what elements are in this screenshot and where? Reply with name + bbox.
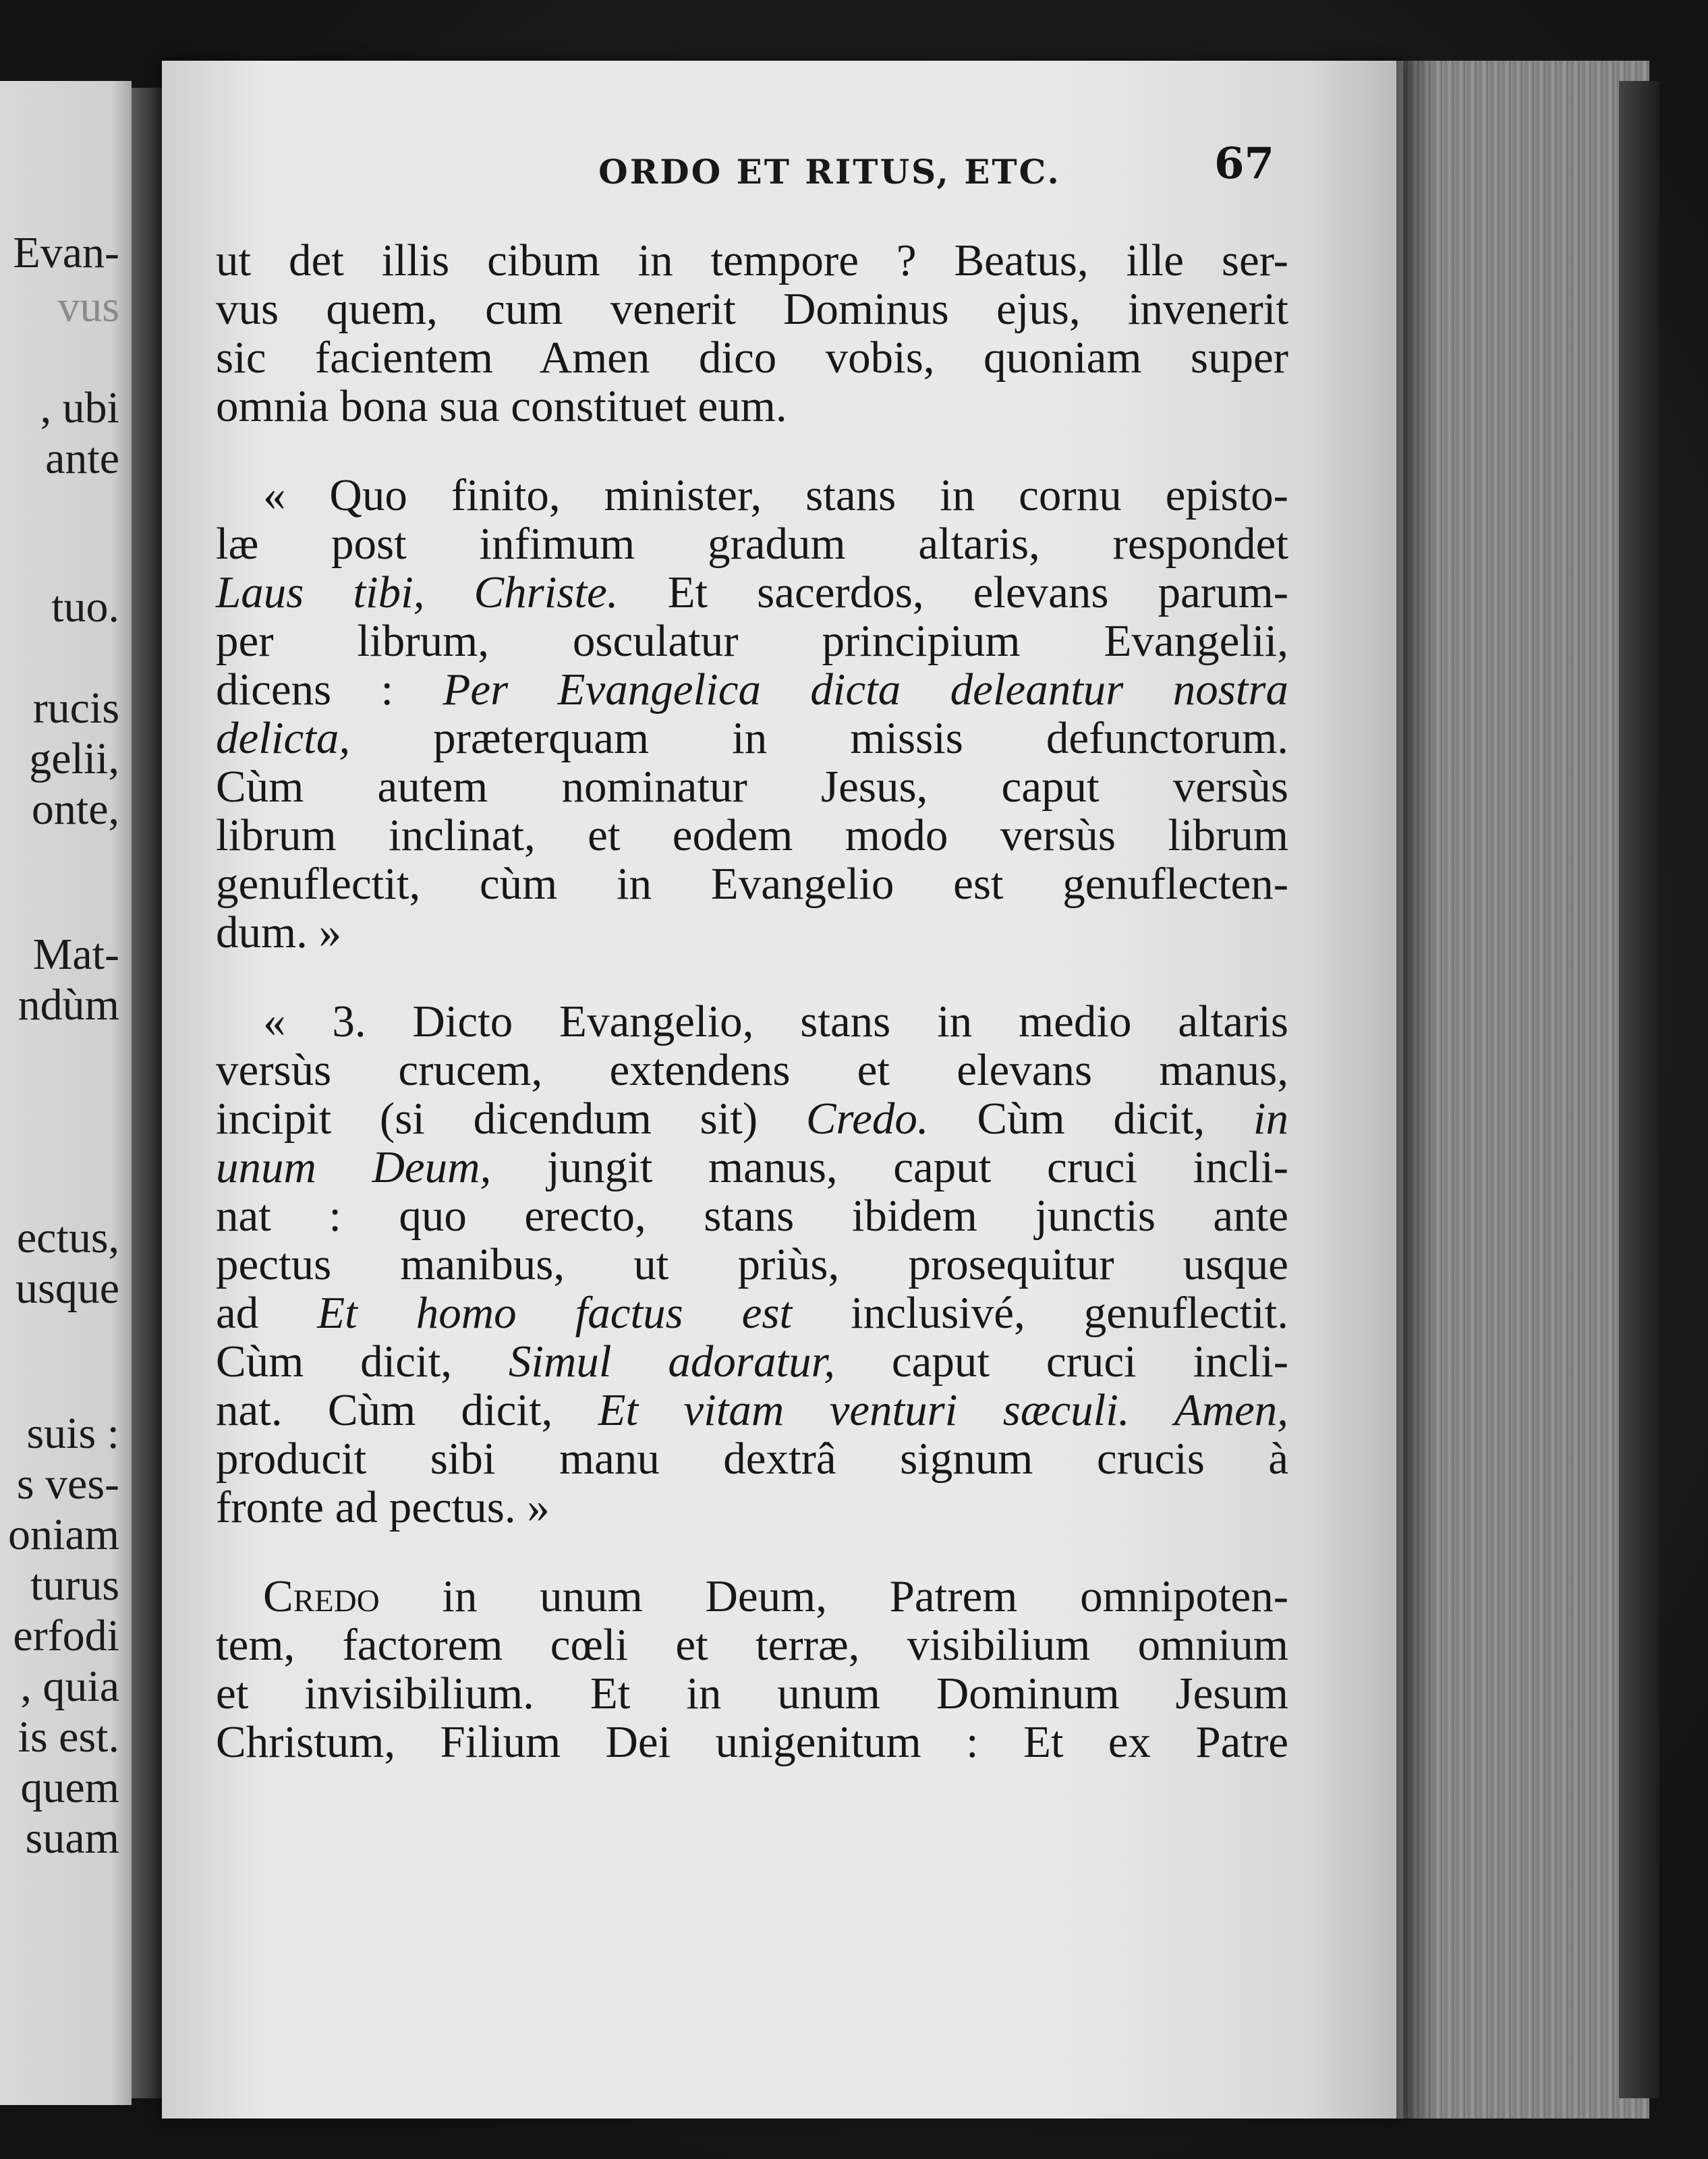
text-line: læ post infimum gradum altaris, respondet bbox=[216, 519, 1288, 569]
left-fragment: oniam bbox=[8, 1510, 119, 1559]
text-line: omnia bona sua constituet eum. bbox=[216, 381, 787, 431]
left-fragment: erfodi bbox=[13, 1611, 119, 1660]
left-fragment: vus bbox=[57, 282, 119, 331]
text-line: sic facientem Amen dico vobis, quoniam super bbox=[216, 333, 1288, 383]
text-line: Cùm autem nominatur Jesus, caput versùs bbox=[216, 762, 1288, 812]
text-line bbox=[216, 1572, 1288, 1621]
text-run: Cùm dicit, bbox=[928, 1094, 1253, 1144]
page-number: 67 bbox=[1214, 138, 1275, 189]
text-line: pectus manibus, ut priùs, prosequitur usque bbox=[216, 1239, 1288, 1289]
text-line: « Quo finito, minister, stans in cornu episto- bbox=[263, 470, 1288, 520]
italic-text: in bbox=[1253, 1094, 1288, 1144]
small-caps-text: Credo bbox=[263, 1571, 380, 1621]
left-fragment: ectus, bbox=[16, 1213, 119, 1262]
left-page bbox=[0, 81, 132, 2105]
running-head: ORDO ET RITUS, ETC. bbox=[598, 152, 1061, 192]
text-run: incipit (si dicendum sit) bbox=[216, 1094, 806, 1144]
left-fragment: onte, bbox=[31, 785, 119, 834]
text-run: Cùm dicit, bbox=[216, 1337, 509, 1386]
text-line bbox=[216, 1094, 1288, 1143]
book-cover-edge bbox=[1619, 81, 1659, 2098]
text-line bbox=[216, 1143, 1288, 1191]
text-run: jungit manus, caput cruci incli- bbox=[491, 1142, 1288, 1192]
text-line bbox=[216, 1386, 1288, 1434]
text-line: tem, factorem cœli et terræ, visibilium omnium bbox=[216, 1620, 1288, 1670]
text-run: dicens : bbox=[216, 665, 443, 714]
text-line: genuflectit, cùm in Evangelio est genuflecten- bbox=[216, 859, 1288, 909]
left-fragment: quem bbox=[20, 1763, 119, 1812]
left-fragment: s ves- bbox=[16, 1459, 119, 1509]
text-line: vus quem, cum venerit Dominus ejus, invenerit bbox=[216, 284, 1288, 334]
left-fragment: Mat- bbox=[32, 930, 119, 979]
text-run: præterquam in missis defunctorum. bbox=[350, 713, 1288, 763]
italic-text: delicta, bbox=[216, 713, 351, 763]
paragraph-gap bbox=[216, 1532, 1288, 1572]
text-run: nat. Cùm dicit, bbox=[216, 1385, 598, 1435]
text-line: Christum, Filium Dei unigenitum : Et ex Patre bbox=[216, 1717, 1288, 1767]
italic-text: unum Deum, bbox=[216, 1142, 492, 1192]
text-line bbox=[216, 1289, 1288, 1337]
text-run: ad bbox=[216, 1288, 318, 1338]
italic-text: Credo. bbox=[805, 1094, 929, 1144]
paragraph-4 bbox=[216, 1572, 1288, 1766]
left-fragment: , ubi bbox=[40, 383, 119, 432]
italic-text: Per Evangelica dicta deleantur nostra bbox=[443, 665, 1288, 714]
text-line: dum. » bbox=[216, 907, 342, 957]
left-fragment: ante bbox=[45, 434, 119, 483]
left-fragment: Evan- bbox=[13, 228, 119, 277]
text-line: librum inclinat, et eodem modo versùs librum bbox=[216, 810, 1288, 860]
left-fragment: tuo. bbox=[51, 582, 119, 632]
text-run: Et sacerdos, elevans parum- bbox=[618, 567, 1289, 617]
paragraph-2 bbox=[216, 471, 1288, 957]
text-line bbox=[216, 714, 1288, 762]
text-run: in unum Deum, Patrem omnipoten- bbox=[379, 1571, 1288, 1621]
italic-text: Laus tibi, Christe. bbox=[216, 567, 619, 617]
text-line: producit sibi manu dextrâ signum crucis à bbox=[216, 1434, 1288, 1484]
text-line: per librum, osculatur principium Evangelii, bbox=[216, 616, 1288, 666]
text-line: nat : quo erecto, stans ibidem junctis ante bbox=[216, 1191, 1288, 1241]
text-line: ut det illis cibum in tempore ? Beatus, ille ser- bbox=[216, 235, 1288, 285]
paragraph-3 bbox=[216, 997, 1288, 1532]
paragraph-gap bbox=[216, 957, 1288, 997]
text-line bbox=[216, 1337, 1288, 1386]
text-run: inclusivé, genuflectit. bbox=[792, 1288, 1288, 1338]
page-text bbox=[216, 236, 1288, 1766]
left-fragment: gelii, bbox=[29, 734, 119, 783]
paragraph-1 bbox=[216, 236, 1288, 430]
left-fragment: suam bbox=[25, 1814, 119, 1863]
left-fragment: usque bbox=[16, 1264, 119, 1313]
page-edge-shadow bbox=[1396, 61, 1437, 2119]
text-line: et invisibilium. Et in unum Dominum Jesum bbox=[216, 1669, 1288, 1718]
italic-text: Simul adoratur, bbox=[508, 1337, 835, 1386]
text-line: « 3. Dicto Evangelio, stans in medio altaris bbox=[263, 997, 1288, 1046]
italic-text: Et vitam venturi sæculi. Amen, bbox=[598, 1385, 1288, 1435]
left-fragment: suis : bbox=[26, 1409, 119, 1458]
italic-text: Et homo factus est bbox=[317, 1288, 793, 1338]
left-fragment: ndùm bbox=[18, 980, 119, 1030]
text-line bbox=[216, 568, 1288, 617]
text-line: versùs crucem, extendens et elevans manus, bbox=[216, 1045, 1288, 1095]
left-fragment: rucis bbox=[32, 683, 119, 733]
text-run: caput cruci incli- bbox=[834, 1337, 1289, 1386]
text-line bbox=[216, 665, 1288, 714]
book-page bbox=[162, 61, 1403, 2119]
paragraph-gap bbox=[216, 430, 1288, 471]
left-fragment: turus bbox=[30, 1561, 119, 1610]
left-fragment: , quia bbox=[20, 1662, 119, 1711]
text-line: fronte ad pectus. » bbox=[216, 1482, 550, 1532]
left-fragment: is est. bbox=[18, 1712, 119, 1762]
